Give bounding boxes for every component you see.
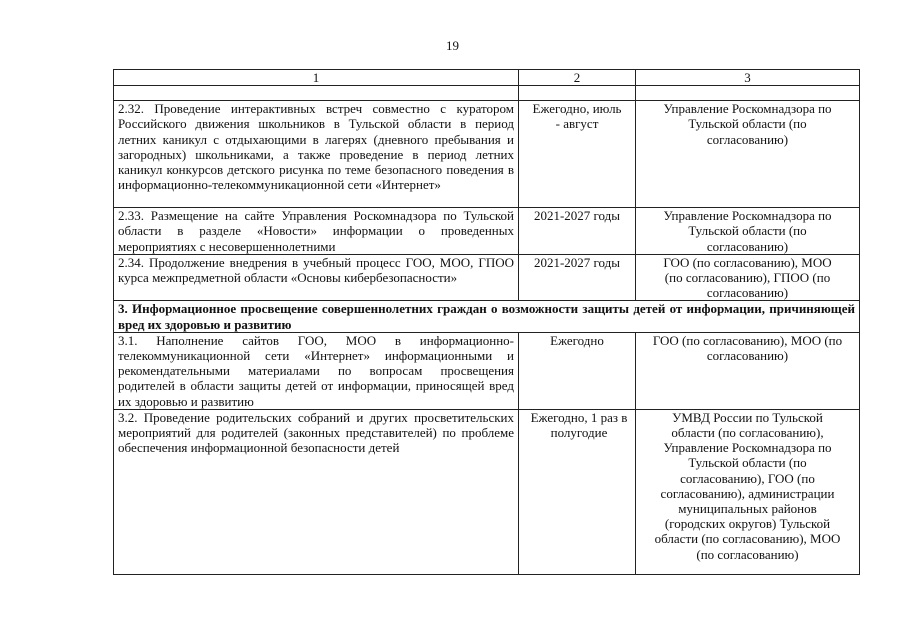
activity-executor: Управление Роскомнадзора по Тульской области (по согласованию) xyxy=(636,208,860,255)
activity-description: 2.32. Проведение интерактивных встреч совместно с куратором Российского движения школьников в Тульской области в период летних каникул с отдыхающими в лагерях (дневного пребывания и загородных) школьниками, а также проведение в период летних каникул конкурсов детского рисунка по теме безопасного поведения в информационно-телекоммуникационной сети «Интернет» xyxy=(114,101,519,208)
section-number: 3. xyxy=(118,301,128,317)
section-heading xyxy=(114,301,860,332)
activity-description: 2.33. Размещение на сайте Управления Роскомнадзора по Тульской области в разделе «Новости» информации о проведенных мероприятиях с несовершеннолетними xyxy=(114,208,519,255)
page-number: 19 xyxy=(446,38,459,53)
activity-description: 2.34. Продолжение внедрения в учебный процесс ГОО, МОО, ГПОО курса межпредметной области «Основы кибербезопасности» xyxy=(114,254,519,301)
column-header-1: 1 xyxy=(114,70,519,86)
activity-description: 3.2. Проведение родительских собраний и других просветительских мероприятий для родителей (законных представителей) по проблеме обеспечения информационной безопасности детей xyxy=(114,409,519,574)
activity-description: 3.1. Наполнение сайтов ГОО, МОО в информационно-телекоммуникационной сети «Интернет» информационными и рекомендательными материалами по вопросам просвещения родителей в области защиты детей от информации, приносящей вред их здоровью и развитию xyxy=(114,332,519,409)
column-header-3: 3 xyxy=(636,70,860,86)
activity-term: Ежегодно, 1 раз в полугодие xyxy=(519,409,636,574)
table-row xyxy=(114,332,860,409)
table-row xyxy=(114,254,860,301)
activity-term: 2021-2027 годы xyxy=(519,208,636,255)
activity-executor: УМВД России по Тульской области (по согласованию), Управление Роскомнадзора по Тульской области (по согласованию), ГОО (по согласованию), администрации муниципальных районов (городских округов) Тульской области (по согласованию), МОО (по согласованию) xyxy=(636,409,860,574)
table-row xyxy=(114,409,860,574)
activity-term: 2021-2027 годы xyxy=(519,254,636,301)
activity-executor: ГОО (по согласованию), МОО (по согласованию) xyxy=(636,332,860,409)
activities-table xyxy=(113,69,860,575)
spacer-row xyxy=(114,86,860,101)
activity-term: Ежегодно, июль - август xyxy=(519,101,636,208)
table-row xyxy=(114,101,860,208)
table-row xyxy=(114,208,860,255)
column-numbers-row xyxy=(114,70,860,86)
section-heading-row xyxy=(114,301,860,332)
column-header-2: 2 xyxy=(519,70,636,86)
activity-executor: Управление Роскомнадзора по Тульской области (по согласованию) xyxy=(636,101,860,208)
activity-executor: ГОО (по согласованию), МОО (по согласованию), ГПОО (по согласованию) xyxy=(636,254,860,301)
section-title: Информационное просвещение совершеннолетних граждан о возможности защиты детей от информации, причиняющей вред их здоровью и развитию xyxy=(118,301,855,332)
activity-term: Ежегодно xyxy=(519,332,636,409)
